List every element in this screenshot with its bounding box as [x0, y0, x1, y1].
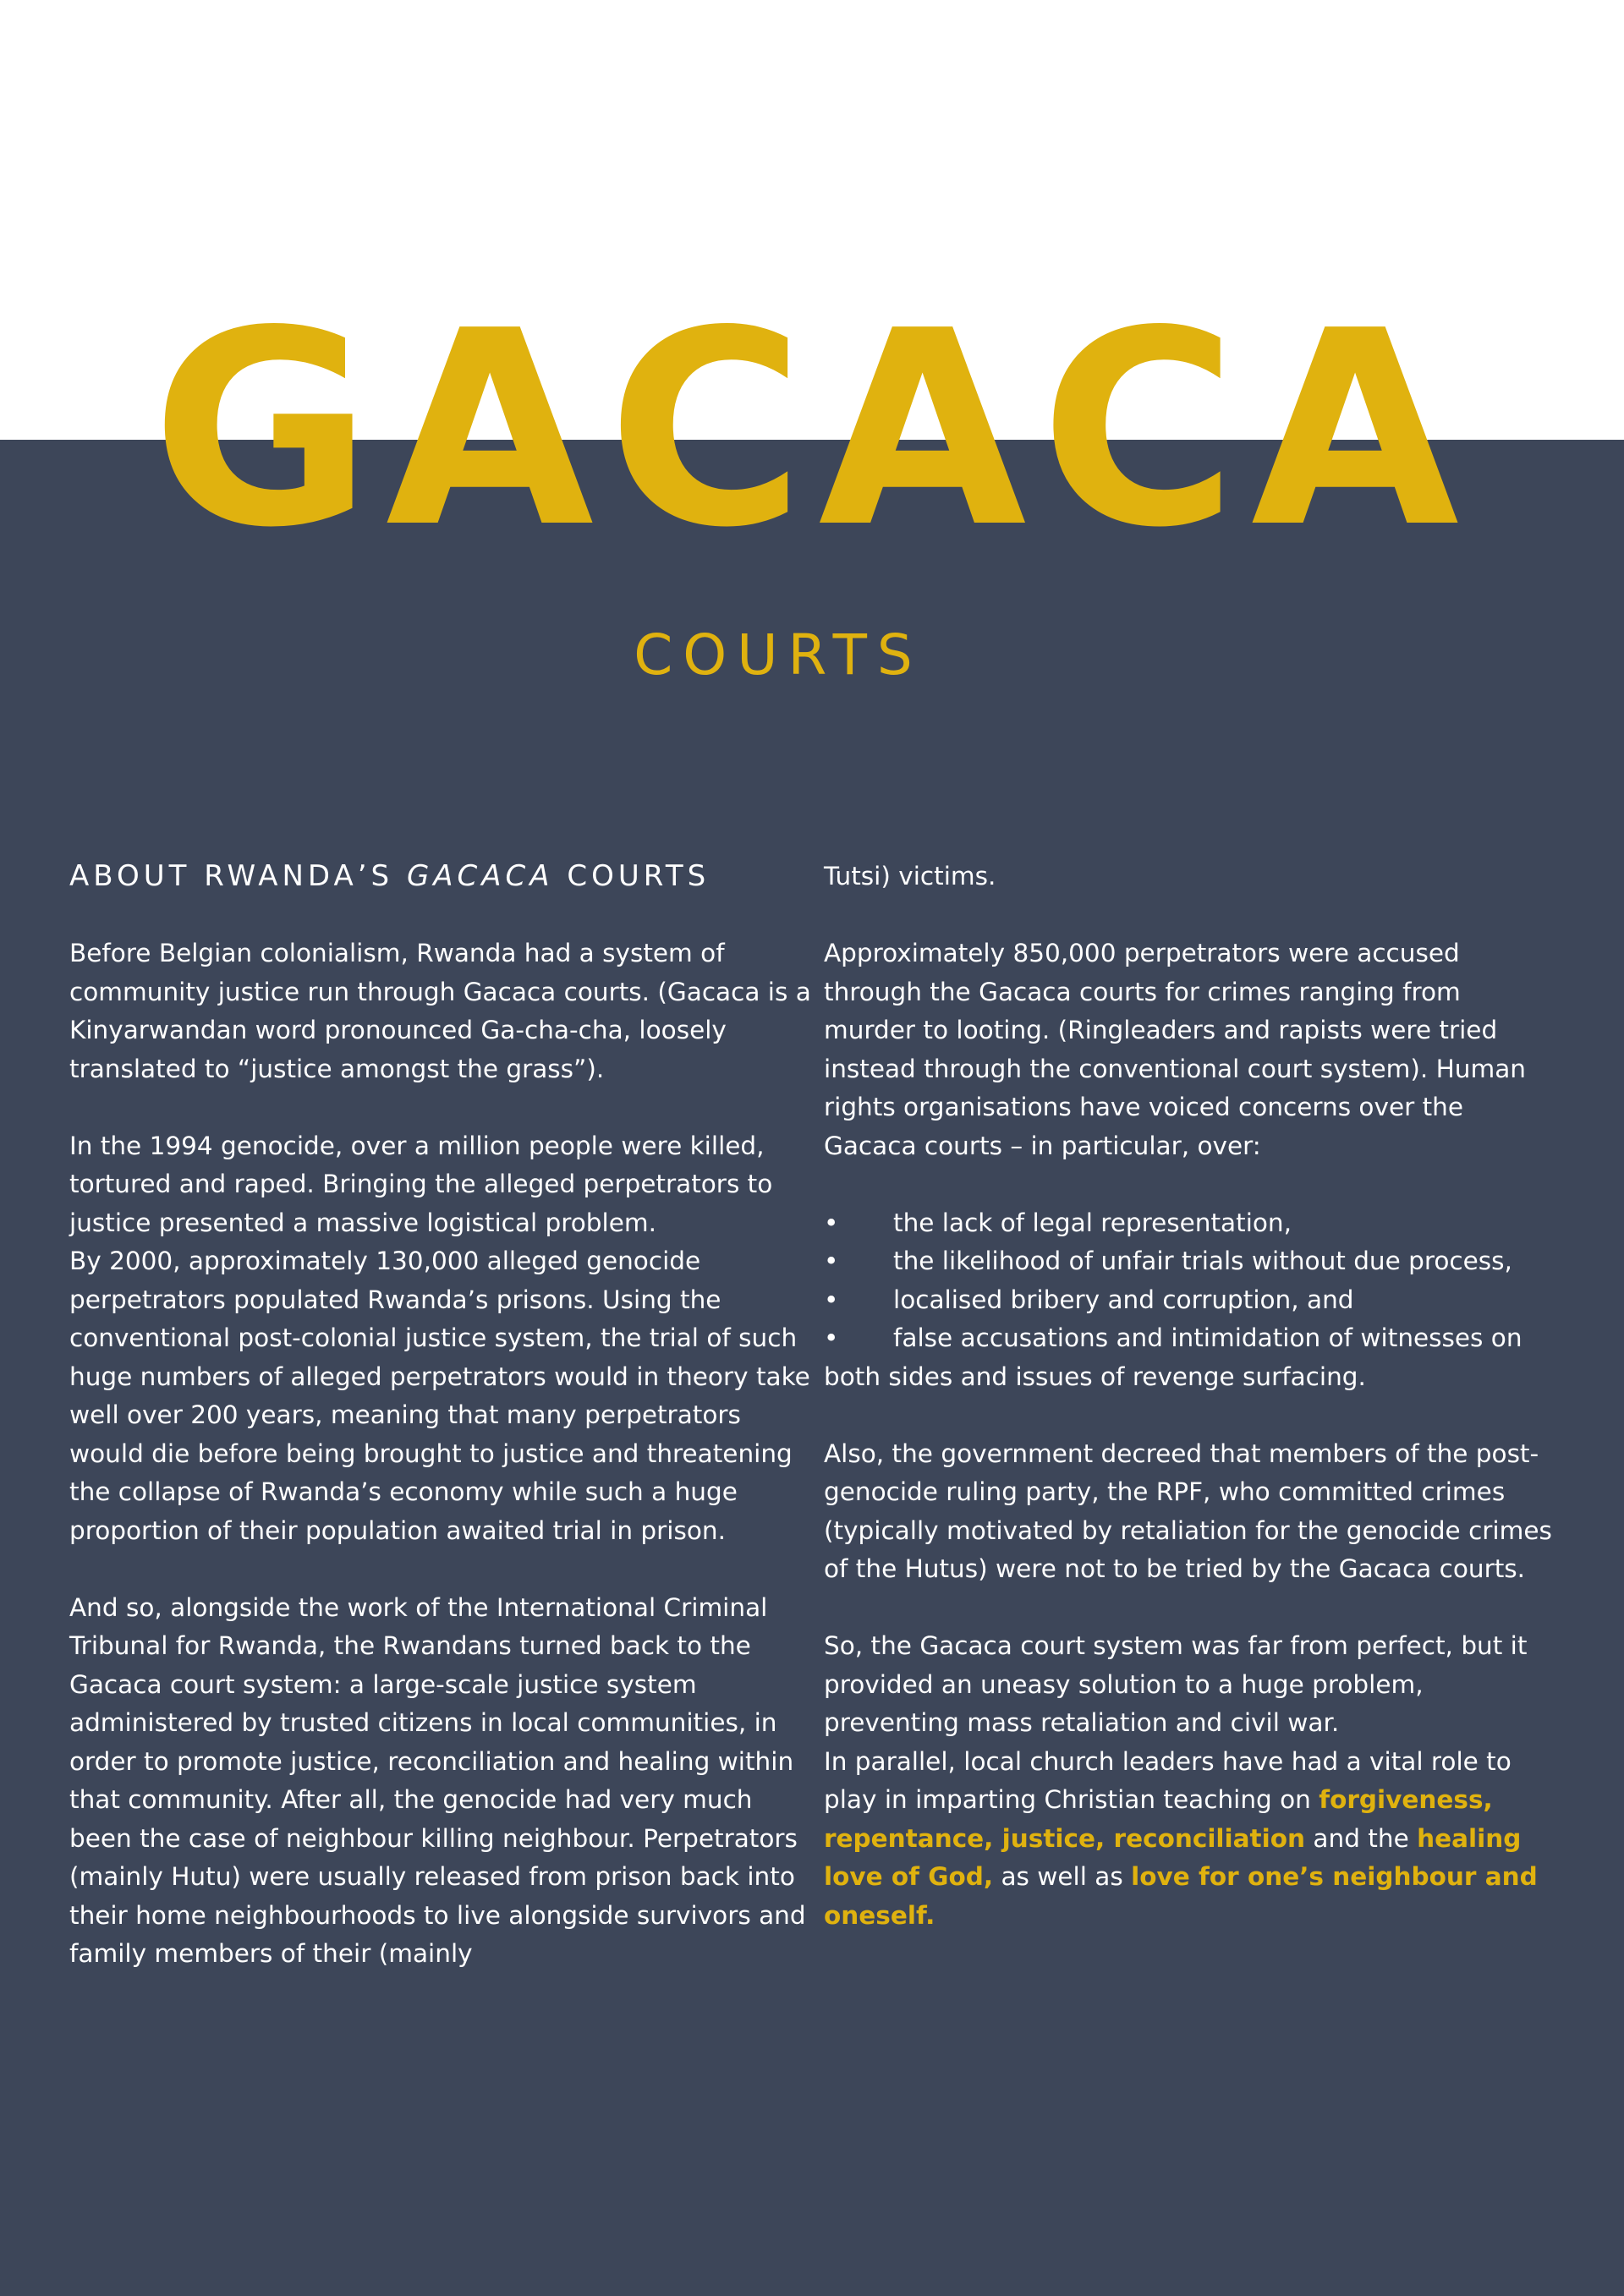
paragraph-conclusion-part1: So, the Gacaca court system was far from perfect, but it provided an uneasy solution to a huge problem, preventing mass retaliation and civil war.	[824, 1631, 1528, 1737]
paragraph-conclusion-part2	[824, 1743, 1560, 1936]
right-column	[824, 858, 1560, 1935]
list-item-text: localised bribery and corruption, and	[893, 1285, 1354, 1314]
text-run: as well as	[993, 1862, 1132, 1891]
section-heading-italic: GACACA	[406, 859, 554, 893]
paragraph-genocide	[69, 1127, 814, 1551]
page-subtitle: COURTS	[634, 622, 923, 688]
paragraph-victims: Tutsi) victims.	[824, 862, 996, 890]
bullet-icon: •	[824, 1208, 839, 1237]
list-item	[824, 1281, 1560, 1320]
bullet-icon: •	[824, 1285, 839, 1314]
highlight-neighbour: love for one’s neighbour and oneself.	[824, 1862, 1538, 1930]
text-run: In parallel, local church leaders have had a vital role to play in imparting Christian teaching on	[824, 1746, 1512, 1814]
bullet-icon: •	[824, 1323, 839, 1352]
left-column	[69, 858, 814, 2012]
bullet-icon: •	[824, 1247, 839, 1275]
paragraph-rpf: Also, the government decreed that members of the post-genocide ruling party, the RPF, who committed crimes (typically motivated by retaliation for the genocide crimes of the Hutus) were not to be tried by the Gacaca courts.	[824, 1438, 1552, 1583]
highlight-forgiveness: forgiveness, repentance, justice, reconciliation	[824, 1785, 1493, 1853]
list-item	[824, 1204, 1560, 1243]
text-run: and the	[1305, 1823, 1418, 1853]
list-item-text: the likelihood of unfair trials without due process,	[893, 1247, 1512, 1275]
concerns-list	[824, 1204, 1560, 1397]
list-item	[824, 1242, 1560, 1281]
list-item-text: false accusations and intimidation of witnesses on both sides and issues of revenge surfacing.	[824, 1323, 1522, 1391]
paragraph-history: Before Belgian colonialism, Rwanda had a system of community justice run through Gacaca courts. (Gacaca is a Kinyarwandan word pronounced Ga-cha-cha, loosely translated to “justice amongst the grass”).	[69, 939, 811, 1083]
paragraph-gacaca-revival: And so, alongside the work of the International Criminal Tribunal for Rwanda, the Rwandans turned back to the Gacaca court system: a large-scale justice system administered by trusted citizens in local communities, in order to promote justice, reconciliation and healing within that community. After all, the genocide had very much been the case of neighbour killing neighbour. Perpetrators (mainly Hutu) were usually released from prison back into their home neighbourhoods to live alongside survivors and family members of their (mainly	[69, 1592, 806, 1968]
list-item-text: the lack of legal representation,	[893, 1208, 1292, 1237]
paragraph-genocide-part2: By 2000, approximately 130,000 alleged genocide perpetrators populated Rwanda’s prisons. Using the conventional post-colonial justice system, the trial of such huge numbers of alleged perpetrators would in theory take well over 200 years, meaning that many perpetrators would die before being brought to justice and threatening the collapse of Rwanda’s economy while such a huge proportion of their population awaited trial in prison.	[69, 1247, 810, 1545]
paragraph-conclusion	[824, 1627, 1560, 1935]
section-heading-prefix: ABOUT RWANDA’S	[69, 859, 407, 893]
page-title: GACACA	[151, 273, 1473, 586]
section-heading-suffix: COURTS	[553, 859, 710, 893]
paragraph-genocide-part1: In the 1994 genocide, over a million people were killed, tortured and raped. Bringing the alleged perpetrators to justice presented a massive logistical problem.	[69, 1131, 773, 1237]
list-item	[824, 1319, 1560, 1396]
highlight-healing: healing love of God,	[824, 1823, 1522, 1891]
paragraph-accused: Approximately 850,000 perpetrators were accused through the Gacaca courts for crimes ranging from murder to looting. (Ringleaders and rapists were tried instead through the conventional court system). Human rights organisations have voiced concerns over the Gacaca courts – in particular, over:	[824, 939, 1527, 1160]
section-heading	[69, 858, 814, 896]
